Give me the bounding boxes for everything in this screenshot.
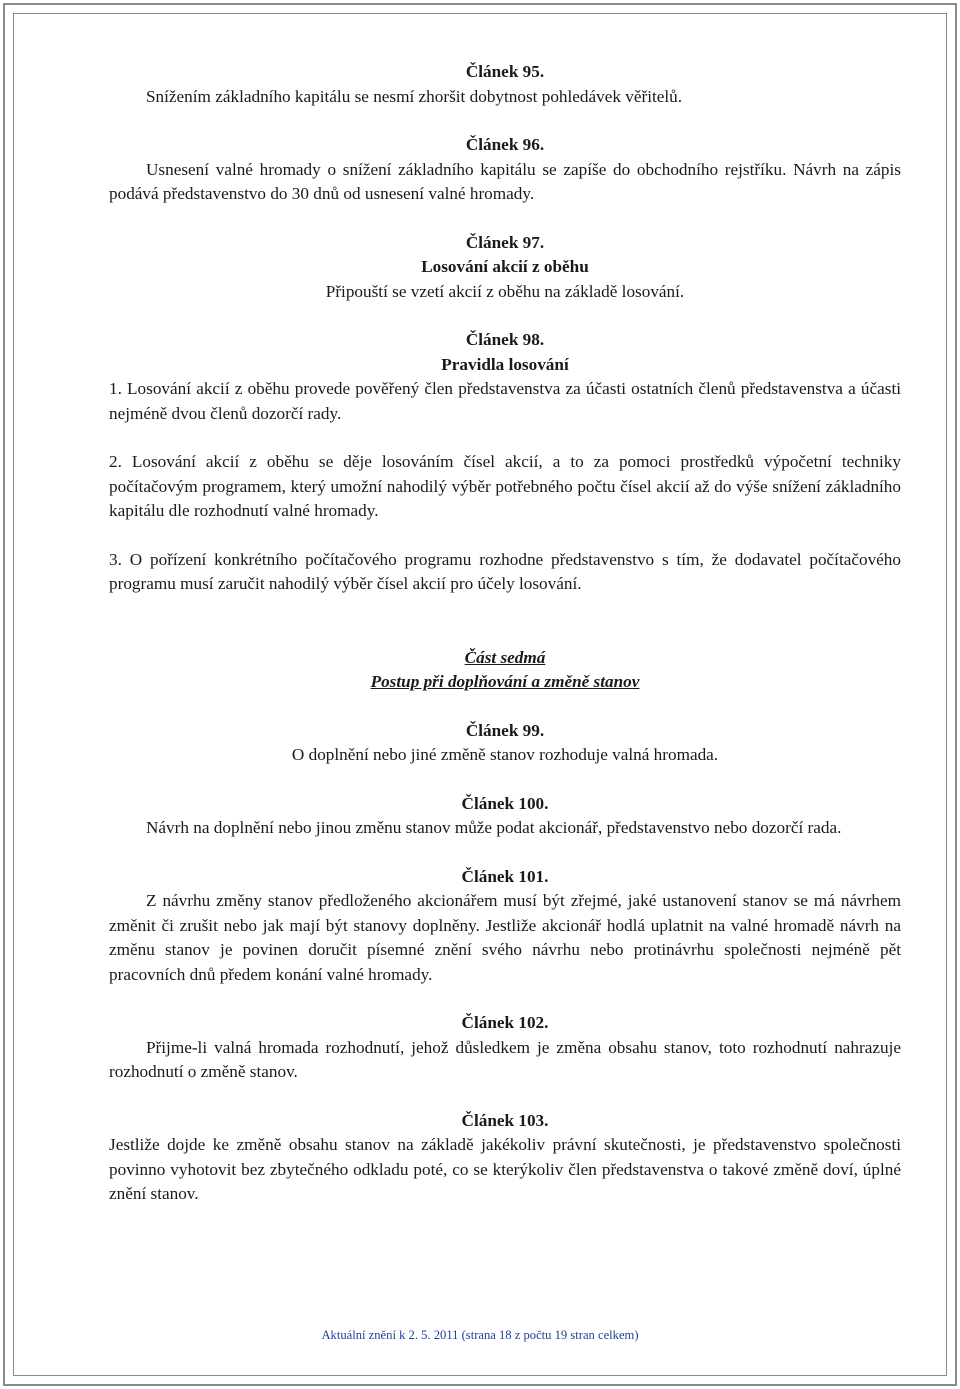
article-97-heading: Článek 97. xyxy=(465,232,545,252)
article-97-text: Připouští se vzetí akcií z oběhu na základě losování. xyxy=(325,281,685,301)
article-96-heading: Článek 96. xyxy=(465,135,545,154)
article-97-subtitle: Losování akcií z oběhu xyxy=(421,257,589,276)
part-title: Část sedmá xyxy=(464,647,546,667)
article-95-heading: Článek 95. xyxy=(465,62,545,81)
article-101-text: Z návrhu změny stanov předloženého akcionářem musí být zřejmé, jaké ustanovení stanov se má návrhem změnit či zrušit nebo jak mají být stanovy doplněny. Jestliže akcionář hodlá uplatnit na valné hromadě návrh na změnu stanov je povinen doručit písemné znění svého návrhu nebo protinávrhu společnosti nejméně pět pracovních dnů předem konání valné hromady. xyxy=(109,891,901,984)
article-103-text: Jestliže dojde ke změně obsahu stanov na základě jakékoliv právní skutečnosti, je představenstvo společnosti povinno vyhotovit bez zbytečného odkladu poté, co se kterýkoliv člen představenstva o takové změně doví, úplné znění stanov. xyxy=(109,1135,901,1203)
page-footer: Aktuální znění k 2. 5. 2011 (strana 18 z počtu 19 stran celkem) xyxy=(321,1328,639,1342)
part-subtitle: Postup při doplňování a změně stanov xyxy=(370,672,640,691)
article-98-heading: Článek 98. xyxy=(465,330,545,349)
article-98-subtitle: Pravidla losování xyxy=(441,354,569,374)
article-102-text: Přijme-li valná hromada rozhodnutí, jehož důsledkem je změna obsahu stanov, toto rozhodnutí nahrazuje rozhodnutí o změně stanov. xyxy=(109,1037,901,1081)
article-100-heading: Článek 100. xyxy=(461,793,549,813)
document-body xyxy=(109,60,901,1207)
article-98-paragraph-3: 3. O pořízení konkrétního počítačového programu rozhodne představenstvo s tím, že dodavatel počítačového programu musí zaručit nahodilý výběr čísel akcií pro účely losování. xyxy=(109,549,901,593)
article-102-heading: Článek 102. xyxy=(461,1013,549,1032)
article-95-text: Snížením základního kapitálu se nesmí zhoršit dobytnost pohledávek věřitelů. xyxy=(146,86,683,106)
article-101-heading: Článek 101. xyxy=(461,866,549,886)
article-96-text: Usnesení valné hromady o snížení základního kapitálu se zapíše do obchodního rejstříku. Návrh na zápis podává představenstvo do 30 dnů od usnesení valné hromady. xyxy=(109,159,901,203)
article-99-heading: Článek 99. xyxy=(465,720,545,740)
article-98-paragraph-2: 2. Losování akcií z oběhu se děje losováním čísel akcií, a to za pomoci prostředků výpočetní techniky počítačovým programem, který umožní nahodilý výběr potřebného počtu čísel akcií až do výše snížení základního kapitálu dle rozhodnutí valné hromady. xyxy=(109,452,901,520)
article-103-heading: Článek 103. xyxy=(461,1110,549,1130)
article-98-paragraph-1: 1. Losování akcií z oběhu provede pověřený člen představenstva za účasti ostatních členů představenstva a účasti nejméně dvou členů dozorčí rady. xyxy=(109,379,901,423)
article-100-text: Návrh na doplnění nebo jinou změnu stanov může podat akcionář, představenstvo nebo dozorčí rada. xyxy=(146,818,842,837)
article-99-text: O doplnění nebo jiné změně stanov rozhoduje valná hromada. xyxy=(291,745,719,764)
